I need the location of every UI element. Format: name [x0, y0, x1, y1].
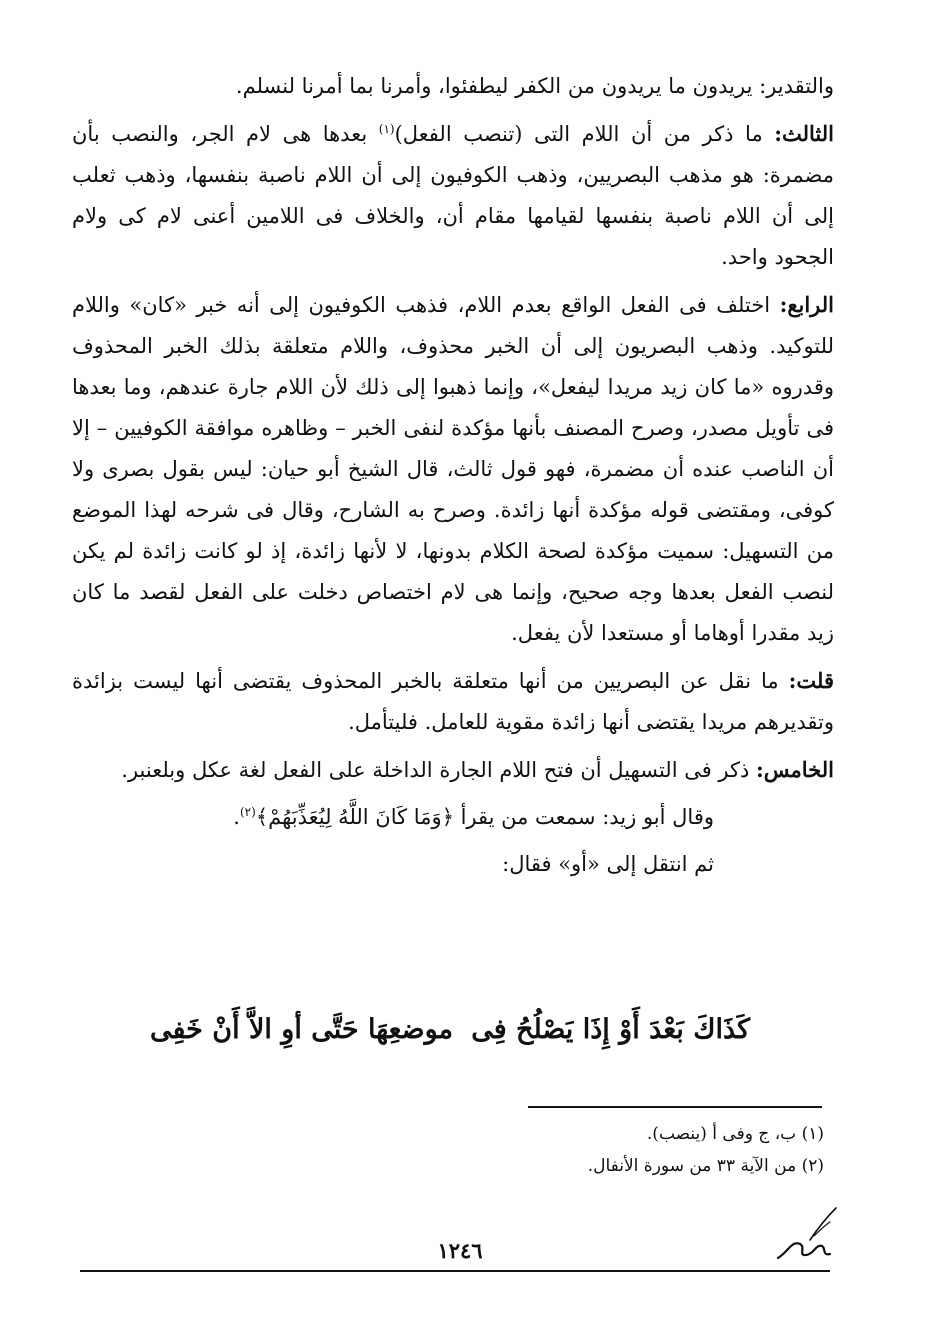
paragraph-comment	[72, 660, 834, 743]
footnote-ref-2[interactable]: (٢)	[239, 805, 256, 819]
paragraph-fifth-text: ذكر فى التسهيل أن فتح اللام الجارة الداخلة على الفعل لغة عكل وبلعنبر.	[121, 758, 757, 782]
paragraph-quote-text: وقال أبو زيد: سمعت من يقرأ ﴿وَمَا كَانَ اللَّهُ لِيُعَذِّبَهُمْ﴾	[255, 805, 714, 829]
paragraph-third-text-b: بعدها هى لام الجر، والنصب بأن مضمرة: هو مذهب البصريين، وذهب الكوفيون إلى أن اللام ناصبة بنفسها، وذهب ثعلب إلى أن اللام ناصبة بنفسها لقيامها مقام أن، والخلاف فى اللامين أعنى لام كى ولام الجحود واحد.	[72, 122, 834, 269]
paragraph-transition-text: ثم انتقل إلى «أو» فقال:	[502, 852, 714, 876]
page-number: ١٢٤٦	[437, 1238, 483, 1263]
paragraph-comment-text: ما نقل عن البصريين من أنها متعلقة بالخبر المحذوف يقتضى أنها ليست بزائدة وتقديرهم مريدا يقتضى أنها زائدة مقوية للعامل. فليتأمل.	[72, 669, 834, 734]
paragraph-third-heading: الثالث:	[774, 121, 834, 146]
footnotes-block	[400, 1118, 824, 1182]
footnote-ref-1[interactable]: (١)	[378, 122, 395, 136]
paragraph-quote	[72, 797, 834, 838]
verse-hemistich-second: موضعِهَا حَتَّى أوِ الاَّ أَنْ خَفِى	[150, 1014, 453, 1045]
paragraph-fourth	[72, 284, 834, 654]
main-text-block	[72, 66, 834, 891]
paragraph-quote-end: .	[233, 805, 240, 829]
paragraph-intro	[72, 66, 834, 107]
footnote-2: (٢) من الآية ٣٣ من سورة الأنفال.	[587, 1156, 824, 1176]
footnote-divider	[528, 1106, 822, 1108]
bottom-divider	[80, 1270, 830, 1272]
verse-hemistich-first: كَذَاكَ بَعْدَ أَوْ إِذَا يَصْلُحُ فِى	[471, 1014, 750, 1045]
poetry-verse	[150, 1010, 750, 1050]
handwritten-signature-icon	[770, 1200, 840, 1270]
paragraph-transition	[72, 844, 834, 885]
paragraph-intro-text: والتقدير: يريدون ما يريدون من الكفر ليطفئوا، وأمرنا بما أمرنا لنسلم.	[235, 74, 834, 98]
paragraph-third	[72, 113, 834, 278]
paragraph-fifth	[72, 749, 834, 791]
paragraph-fourth-heading: الرابع:	[779, 292, 834, 317]
paragraph-fourth-text: اختلف فى الفعل الواقع بعدم اللام، فذهب الكوفيون إلى أنه خبر «كان» واللام للتوكيد. وذهب البصريون إلى أن الخبر محذوف، واللام متعلقة بذلك الخبر المحذوف وقدروه «ما كان زيد مريدا ليفعل»، وإنما ذهبوا إلى ذلك لأن اللام جارة عندهم، وما بعدها فى تأويل مصدر، وصرح المصنف بأنها مؤكدة لنفى الخبر – وظاهره موافقة الكوفيين – إلا أن الناصب عنده أن مضمرة، فهو قول ثالث، قال الشيخ أبو حيان: ليس بقول بصرى ولا كوفى، ومقتضى قوله مؤكدة أنها زائدة. وصرح به الشارح، وقال فى شرحه لهذا الموضع من التسهيل: سميت مؤكدة لصحة الكلام بدونها، لا لأنها زائدة، إذ لو كانت زائدة لم يكن لنصب الفعل بعدها وجه صحيح، وإنما هى لام اختصاص دخلت على الفعل لقصد ما كان زيد مقدرا أوهاما أو مستعدا لأن يفعل.	[72, 293, 835, 645]
paragraph-fifth-heading: الخامس:	[756, 757, 834, 782]
footnote-1: (١) ب، ج وفى أ (ينصب).	[646, 1124, 824, 1144]
paragraph-third-text-a: ما ذكر من أن اللام التى (تنصب الفعل)	[394, 122, 775, 146]
paragraph-comment-heading: قلت:	[788, 668, 834, 693]
